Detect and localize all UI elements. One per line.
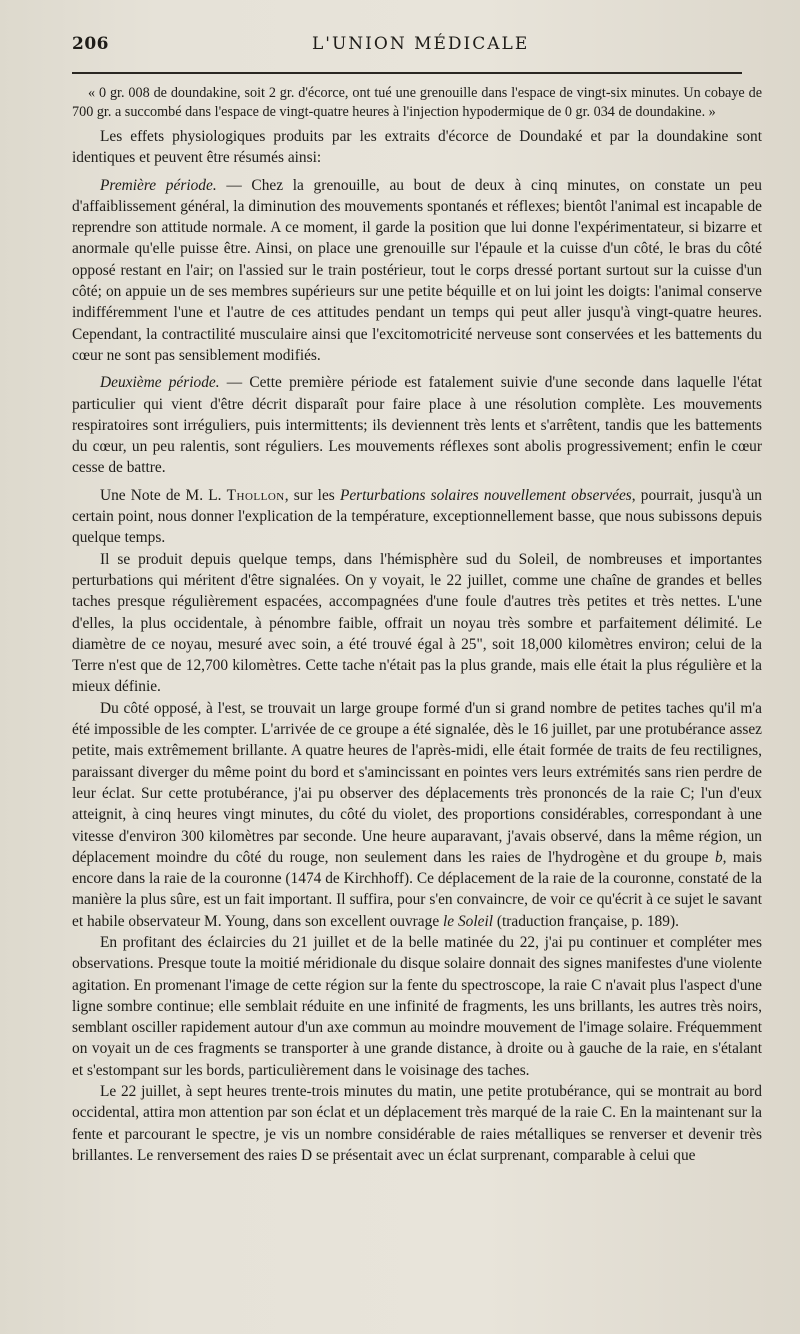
second-period-label: Deuxième période. [100, 374, 220, 392]
paragraph-july-22: Le 22 juillet, à sept heures trente-trois minutes du matin, une petite protubérance, qui se montrait au bord occidental, attira mon attention par son éclat et un déplacement très marqué de la raie C. En la maintenant sur la fente et parcourant le spectre, je vis un nombre considérable de raies métalliques se renverser et devenir très brillantes. Le renversement des raies D se présentait avec un éclat surprenant, comparable à celui que [72, 1083, 762, 1164]
east-text-c: , mais encore dans la raie de la couronne (1474 de Kirchhoff). Ce déplacement de la raie de la couronne, constaté de la manière la plus sûre, est un fait important. Il suffira, pour s'en convaincre, de voir ce qu'écrit à ce sujet le savant et habile observateur M. Young, dans son excellent ouvrage [72, 848, 762, 930]
page-number: 206 [72, 34, 109, 54]
author-name: Thollon [226, 486, 285, 504]
second-period-text: — Cette première période est fatalement suivie d'une seconde dans laquelle l'état particulier qui vient d'être décrit disparaît pour faire place à une résolution complète. Les mouvements respiratoires sont irréguliers, puis intermittents; ils deviennent très lents et s'arrêtent, tandis que les battements du cœur, un peu ralentis, sont réguliers. Les mouvements réflexes sont abolis progressivement; enfin le cœur cesse de battre. [72, 374, 762, 477]
body-text [72, 84, 762, 1166]
page-header [72, 34, 760, 60]
paragraph-first-period [72, 175, 762, 367]
first-period-label: Première période. [100, 176, 217, 194]
paragraph-effects: Les effets physiologiques produits par les extraits d'écorce de Doundaké et par la doundakine sont identiques et peuvent être résumés ainsi: [72, 128, 762, 167]
paragraph-observations: En profitant des éclaircies du 21 juillet et de la belle matinée du 22, j'ai pu continuer et compléter mes observations. Presque toute la moitié méridionale du disque solaire donnait des signes manifestes d'une violente agitation. En promenant l'image de cette région sur la fente du spectroscope, la raie C n'avait plus l'aspect d'une ligne sombre continue; elle semblait réduite en une infinité de fragments, les uns brillants, les autres très noirs, semblant osciller rapidement autour d'un axe commun au moindre mouvement de l'image solaire. Fréquemment on voyait un de ces fragments se transporter à une grande distance, à droite ou à gauche de la raie, en s'étalant et s'estompant sur les bords, particulièrement dans le voisinage des taches. [72, 933, 762, 1079]
running-title: L'UNION MÉDICALE [312, 34, 530, 54]
paragraph-southern-hemisphere: Il se produit depuis quelque temps, dans l'hémisphère sud du Soleil, de nombreuses et importantes perturbations qui méritent d'être signalées. On y voyait, le 22 juillet, comme une chaîne de grandes et belles taches presque régulièrement espacées, accompagnées d'une foule d'autres très petites et très nettes. L'une d'elles, la plus occidentale, à pénombre faible, offrait un noyau très sombre et parfaitement délimité. Le diamètre de ce noyau, mesuré avec soin, a été trouvé égal à 25", soit 18,000 kilomètres environ; celui de la Terre n'est que de 12,700 kilomètres. Cette tache n'était pas la plus grande, mais elle était la plus régulière et la mieux définie. [72, 550, 762, 696]
note-text-c: , pourrait, jusqu'à un certain point, nous donner l'explication de la température, exceptionnellement basse, que nous subissons depuis quelque temps. [72, 486, 762, 547]
note-text-a: Une Note de M. L. [100, 486, 227, 504]
paragraph-note-thollon [72, 485, 762, 549]
note-title: Perturbations solaires nouvellement observées [339, 486, 632, 504]
header-rule [72, 72, 742, 74]
paragraph-second-period [72, 372, 762, 478]
book-title: le Soleil [443, 912, 494, 930]
note-text-b: , sur les [284, 486, 340, 504]
paragraph-east-group [72, 698, 762, 932]
east-text-e: (traduction française, p. 189). [493, 912, 679, 930]
first-period-text: — Chez la grenouille, au bout de deux à cinq minutes, on constate un peu d'affaiblissement général, la diminution des mouvements spontanés et réflexes; bientôt l'animal est incapable de reprendre son attitude normale. A ce moment, il garde la position que lui donne l'expérimentateur, si bizarre et anormale qu'elle puisse être. Ainsi, on place une grenouille sur l'épaule et la cuisse d'un côté, le bras du côté opposé restant en l'air; on l'assied sur le train postérieur, tout le corps dressé portant surtout sur la cuisse d'un côté; on appuie un de ses membres supérieurs sur une petite béquille et on lui joint les doigts: l'animal conserve indifféremment l'une et l'autre de ces attitudes pendant un temps qui peut aller jusqu'à vingt-quatre heures. Cependant, la contractilité musculaire ainsi que l'excitomotricité nerveuse sont conservées et les battements du cœur ne sont pas sensiblement modifiés. [72, 176, 762, 364]
group-b-label: b [714, 848, 723, 866]
quote-paragraph: « 0 gr. 008 de doundakine, soit 2 gr. d'écorce, ont tué une grenouille dans l'espace de vingt-six minutes. Un cobaye de 700 gr. a succombé dans l'espace de vingt-quatre heures à l'injection hypodermique de 0 gr. 034 de doundakine. » [72, 85, 762, 120]
east-text-a: Du côté opposé, à l'est, se trouvait un large groupe formé d'un si grand nombre de petites taches qu'il m'a été impossible de les compter. L'arrivée de ce groupe a été signalée, dès le 16 juillet, par une protubérance assez petite, mais extrêmement brillante. A quatre heures de l'après-midi, elle était formée de traits de feu rectilignes, paraissant diverger du même point du bord et s'amincissant en pointes vers leurs extrémités sans rien perdre de leur éclat. Sur cette protubérance, j'ai pu observer des déplacements très prononcés de la raie C; l'un d'eux atteignit, à cinq heures vingt minutes, du côté du violet, des proportions considérables, correspondant à une vitesse d'environ 300 kilomètres par seconde. Une heure auparavant, j'avais observé, dans la même région, un déplacement moindre du côté du rouge, non seulement dans les raies de l'hydrogène et du groupe [72, 699, 762, 866]
